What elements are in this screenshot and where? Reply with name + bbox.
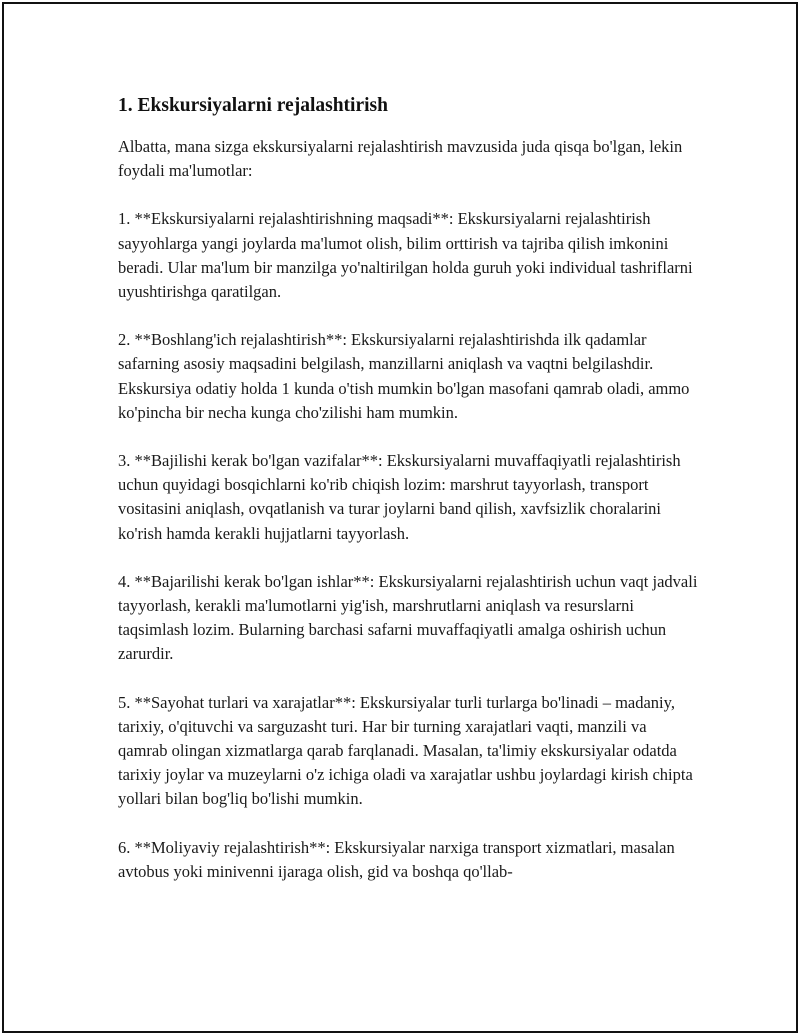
paragraph-item-4: 4. **Bajarilishi kerak bo'lgan ishlar**: Ekskursiyalarni rejalashtirish uchun vaqt jadvali tayyorlash, kerakli ma'lumotlarni yig'ish, marshrutlarni aniqlash va resurslarni taqsimlash lozim. Bularning barchasi safarni muvaffaqiyatli amalga oshirish uchun zarurdir. <box>118 571 698 664</box>
document-title: 1. Ekskursiyalarni rejalashtirish <box>118 95 388 116</box>
paragraph-item-5: 5. **Sayohat turlari va xarajatlar**: Ekskursiyalar turli turlarga bo'linadi – madaniy, tarixiy, o'qituvchi va sarguzasht turi. Har bir turning xarajatlari vaqti, manzili va qamrab olingan xizmatlarga qarab farqlanadi. Masalan, ta'limiy ekskursiyalar odatda tarixiy joylar va muzeylarni o'z ichiga oladi va xarajatlar ushbu joylardagi kirish chipta yollari bilan bog'liq bo'lishi mumkin. <box>118 692 693 809</box>
document-body <box>118 91 698 908</box>
paragraph-item-6: 6. **Moliyaviy rejalashtirish**: Ekskursiyalar narxiga transport xizmatlari, masalan avtobus yoki minivenni ijaraga olish, gid va boshqa qo'llab- <box>118 837 675 881</box>
paragraph-item-3: 3. **Bajilishi kerak bo'lgan vazifalar**: Ekskursiyalarni muvaffaqiyatli rejalashtirish uchun quyidagi bosqichlarni ko'rib chiqish lozim: marshrut tayyorlash, transport vositasini aniqlash, ovqatlanish va turar joylarni band qilish, xavfsizlik choralarini ko'rish hamda kerakli hujjatlarni tayyorlash. <box>118 451 681 543</box>
paragraph-intro: Albatta, mana sizga ekskursiyalarni rejalashtirish mavzusida juda qisqa bo'lgan, lekin foydali ma'lumotlar: <box>118 137 683 181</box>
paragraph-item-2: 2. **Boshlang'ich rejalashtirish**: Ekskursiyalarni rejalashtirishda ilk qadamlar safarning asosiy maqsadini belgilash, manzillarni aniqlash va vaqtni belgilashdir. Ekskursiya odatiy holda 1 kunda o'tish mumkin bo'lgan masofani qamrab oladi, ammo ko'pincha bir necha kunga cho'zilishi ham mumkin. <box>118 330 690 422</box>
paragraph-item-1: 1. **Ekskursiyalarni rejalashtirishning maqsadi**: Ekskursiyalarni rejalashtirish sayyohlarga yangi joylarda ma'lumot olish, bilim orttirish va tajriba qilish imkonini beradi. Ular ma'lum bir manzilga yo'naltirilgan holda guruh yoki individual tashriflarni uyushtirishga qaratilgan. <box>118 209 693 302</box>
